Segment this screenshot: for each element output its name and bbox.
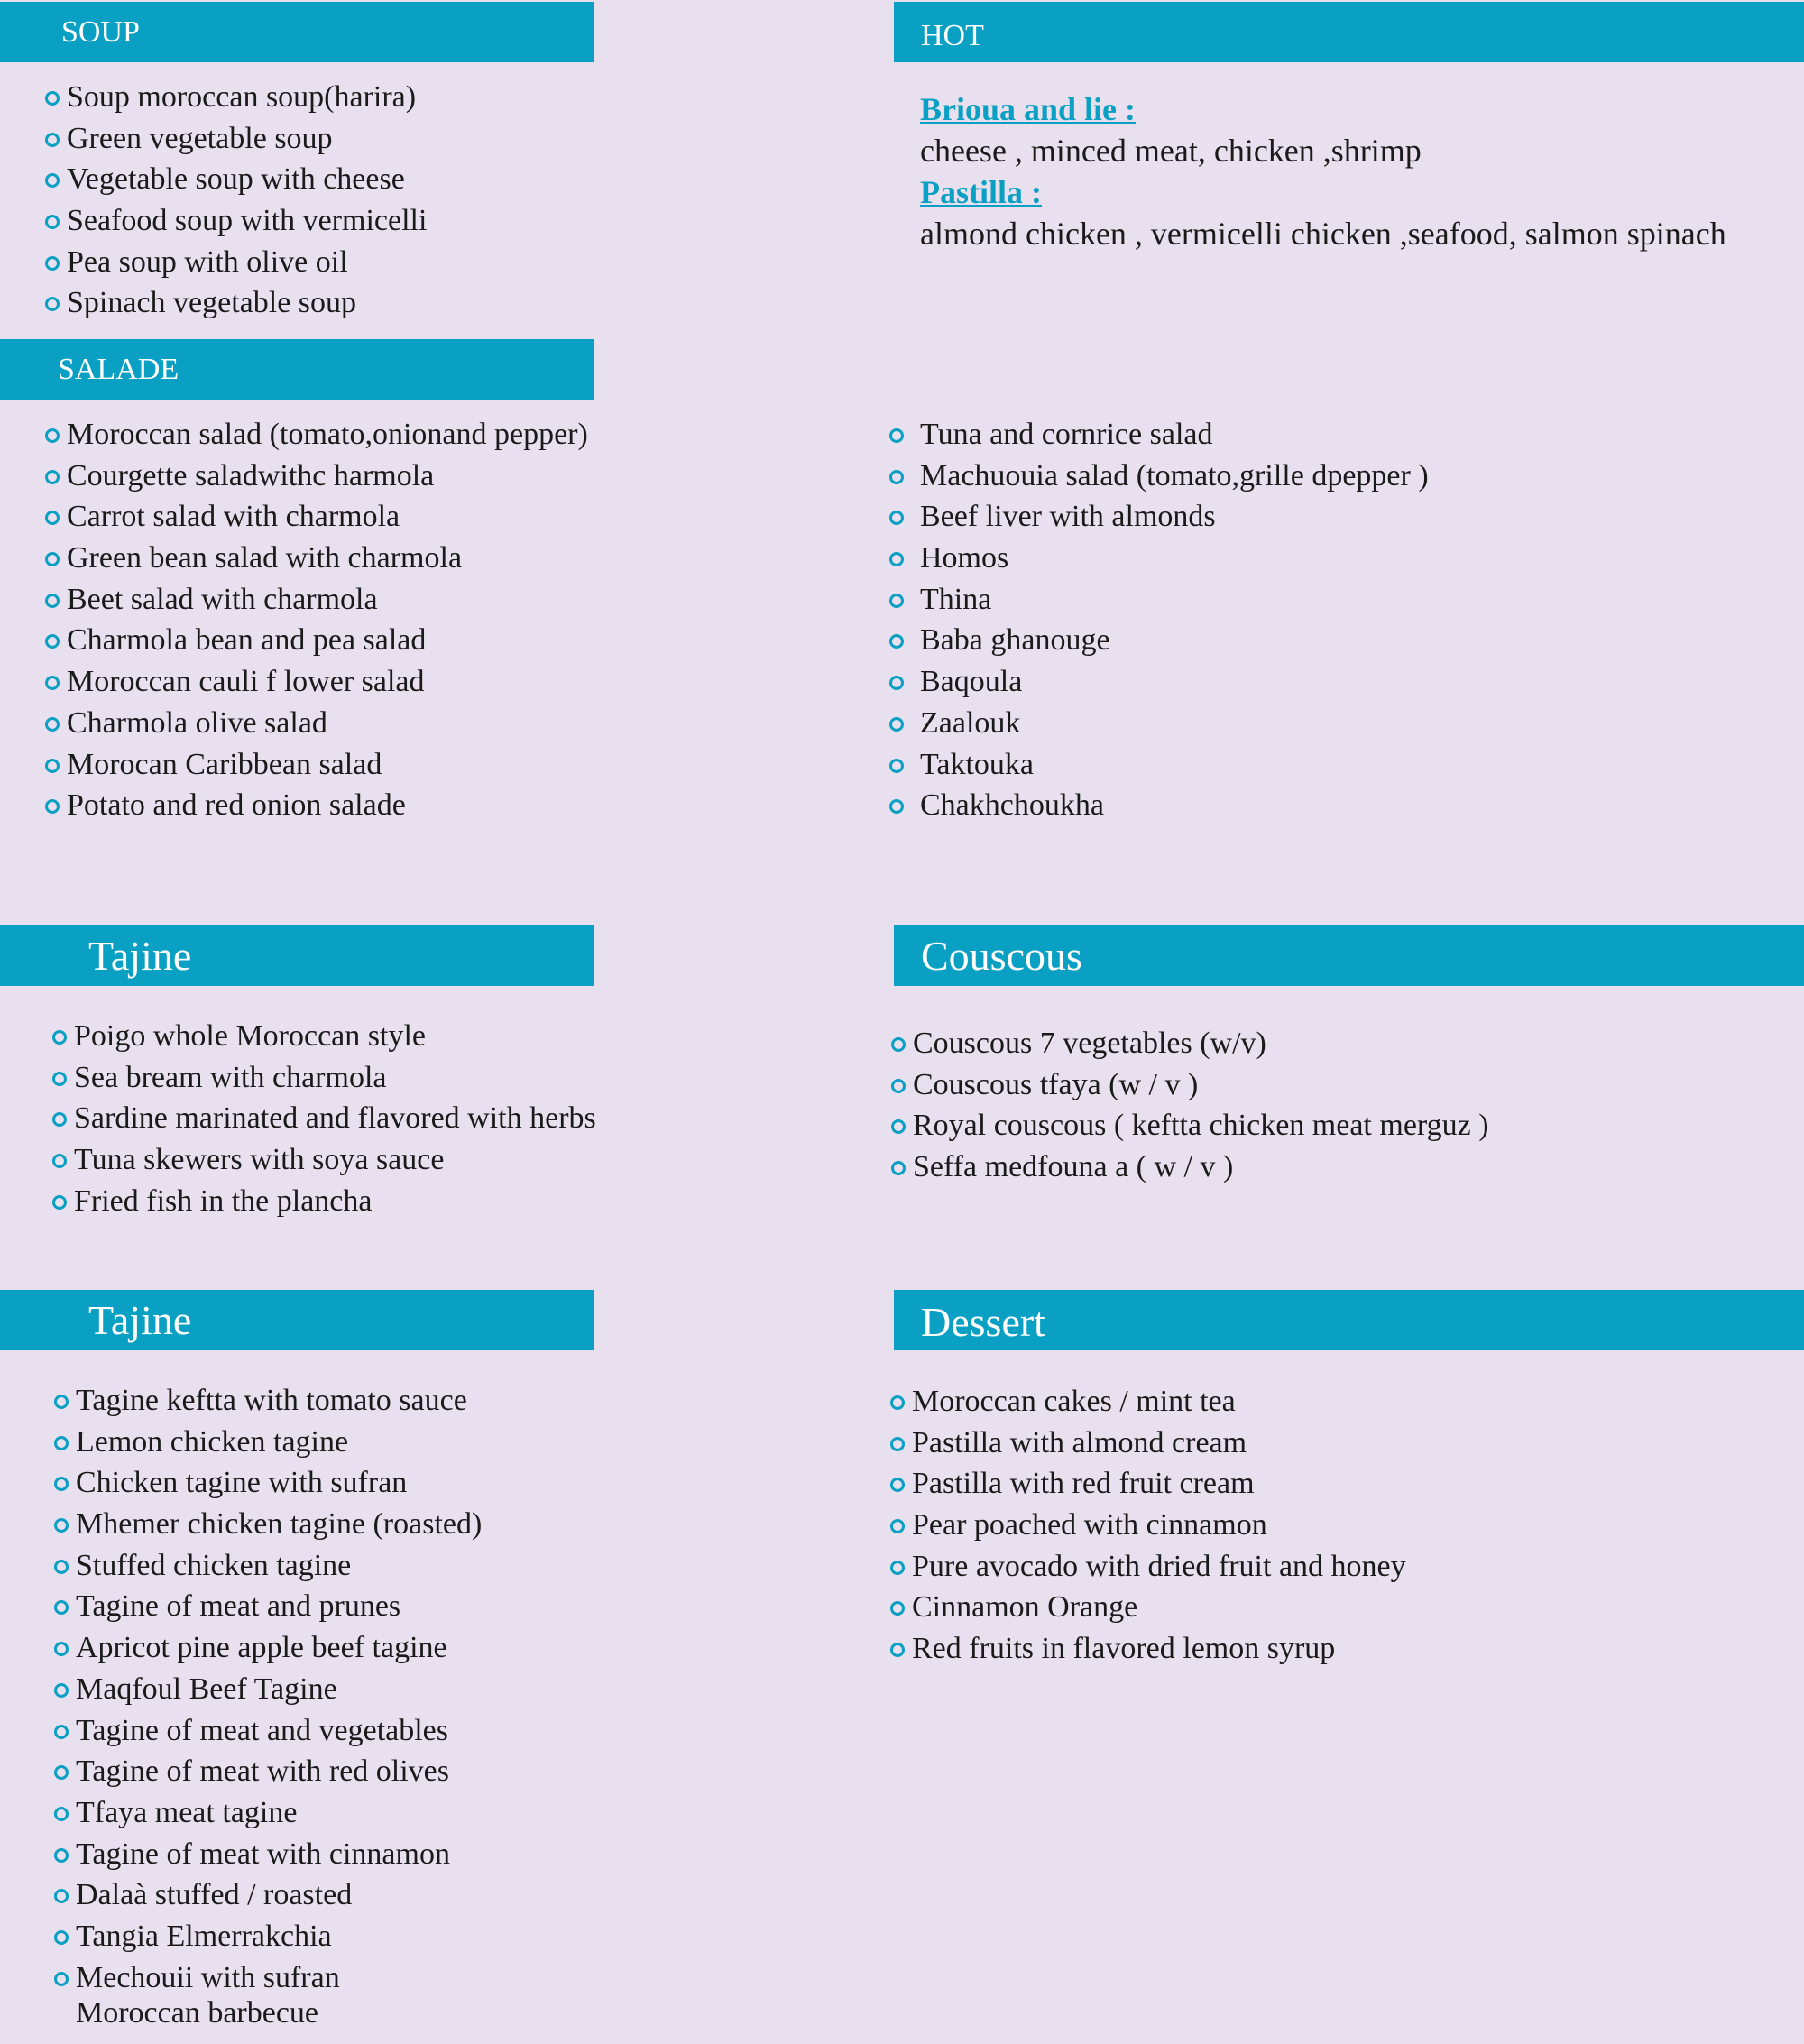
bullet-icon: [52, 1030, 67, 1045]
bullet-icon: [52, 1154, 67, 1168]
list-item: Tuna and cornrice salad: [920, 414, 1429, 456]
list-item: Pastilla with red fruit cream: [912, 1463, 1406, 1505]
bullet-icon: [45, 717, 60, 732]
bullet-icon: [45, 428, 60, 443]
bullet-icon: [890, 1478, 905, 1492]
soup-header-bar: [0, 2, 594, 62]
bullet-icon: [889, 594, 904, 608]
bullet-icon: [890, 1395, 905, 1410]
bullet-icon: [890, 1601, 905, 1616]
list-item: Cinnamon Orange: [912, 1587, 1406, 1628]
bullet-icon: [891, 1079, 906, 1093]
bullet-icon: [45, 256, 60, 271]
bullet-icon: [890, 1643, 905, 1657]
bullet-icon: [45, 470, 60, 484]
bullet-icon: [45, 799, 60, 814]
list-item: Homos: [920, 538, 1429, 579]
list-item: Spinach vegetable soup: [67, 282, 427, 324]
list-item: Tuna skewers with soya sauce: [74, 1139, 596, 1181]
list-item: Carrot salad with charmola: [67, 496, 588, 538]
list-item: Mhemer chicken tagine (roasted): [76, 1504, 482, 1545]
dessert-title: Dessert: [921, 1299, 1045, 1345]
list-item: Green bean salad with charmola: [67, 538, 588, 579]
list-item: Pastilla with almond cream: [912, 1423, 1406, 1464]
list-item: Beet salad with charmola: [67, 579, 588, 621]
bullet-icon: [889, 799, 904, 814]
list-item: Lemon chicken tagine: [76, 1422, 482, 1463]
brioua-heading: Brioua and lie :: [920, 91, 1137, 127]
bullet-icon: [54, 1436, 69, 1450]
list-item: Machuouia salad (tomato,grille dpepper ): [920, 456, 1429, 497]
dessert-header-bar: [894, 1290, 1804, 1350]
bullet-icon: [45, 91, 60, 106]
list-item: Mechouii with sufran: [76, 1957, 482, 1999]
list-item: Baba ghanouge: [920, 620, 1429, 661]
list-item: Pure avocado with dried fruit and honey: [912, 1546, 1406, 1588]
bullet-icon: [889, 470, 904, 484]
bullet-icon: [889, 634, 904, 649]
list-item: Couscous tfaya (w / v ): [913, 1064, 1489, 1106]
dessert-list: [912, 1381, 1406, 1670]
hot-title: HOT: [921, 19, 984, 52]
couscous-header-bar: [894, 925, 1804, 986]
list-item: Zaalouk: [920, 703, 1429, 744]
soup-list: [67, 77, 427, 324]
list-item: Morocan Caribbean salad: [67, 744, 588, 786]
list-item: Thina: [920, 579, 1429, 621]
list-item: Stuffed chicken tagine: [76, 1545, 482, 1587]
list-item: Maqfoul Beef Tagine: [76, 1669, 482, 1710]
bullet-icon: [45, 759, 60, 773]
bullet-icon: [52, 1195, 67, 1210]
list-item: Potato and red onion salade: [67, 785, 588, 826]
bullet-icon: [54, 1477, 69, 1491]
list-item: Tfaya meat tagine: [76, 1792, 482, 1834]
bullet-icon: [52, 1112, 67, 1127]
salade-left-list: [67, 414, 588, 826]
list-item: Tagine of meat and vegetables: [76, 1710, 482, 1752]
bullet-icon: [54, 1930, 69, 1945]
list-item: Green vegetable soup: [67, 118, 427, 160]
list-item: Taktouka: [920, 744, 1429, 786]
bullet-icon: [54, 1972, 69, 1986]
list-item: Sardine marinated and flavored with herbs: [74, 1098, 596, 1139]
tajine-meat-continuation: Moroccan barbecue: [76, 1996, 319, 2030]
pastilla-heading: Pastilla :: [920, 174, 1042, 210]
list-item: Fried fish in the plancha: [74, 1181, 596, 1222]
list-item: Tagine of meat with cinnamon: [76, 1834, 482, 1875]
list-item: Chicken tagine with sufran: [76, 1462, 482, 1504]
bullet-icon: [54, 1600, 69, 1615]
list-item: Beef liver with almonds: [920, 496, 1429, 538]
list-item: Seafood soup with vermicelli: [67, 200, 427, 242]
list-item: Charmola bean and pea salad: [67, 620, 588, 661]
tajine-meat-header-bar: [0, 1290, 594, 1350]
bullet-icon: [45, 173, 60, 188]
salade-right-list: [920, 414, 1429, 826]
soup-title: SOUP: [61, 15, 140, 49]
list-item: Poigo whole Moroccan style: [74, 1016, 596, 1057]
list-item: Moroccan salad (tomato,onionand pepper): [67, 414, 588, 456]
salade-title: SALADE: [58, 353, 179, 386]
bullet-icon: [54, 1807, 69, 1821]
list-item: Royal couscous ( keftta chicken meat merguz ): [913, 1105, 1489, 1146]
bullet-icon: [54, 1848, 69, 1863]
list-item: Pea soup with olive oil: [67, 242, 427, 283]
list-item: Moroccan cakes / mint tea: [912, 1381, 1406, 1423]
bullet-icon: [45, 594, 60, 608]
bullet-icon: [45, 676, 60, 690]
list-item: Tagine of meat with red olives: [76, 1751, 482, 1792]
tajine-fish-list: [74, 1016, 596, 1221]
list-item: Tagine keftta with tomato sauce: [76, 1380, 482, 1422]
bullet-icon: [891, 1037, 906, 1052]
bullet-icon: [52, 1072, 67, 1086]
couscous-list: [913, 1023, 1489, 1188]
bullet-icon: [891, 1119, 906, 1134]
list-item: Sea bream with charmola: [74, 1057, 596, 1099]
list-item: Seffa medfouna a ( w / v ): [913, 1146, 1489, 1188]
list-item: Couscous 7 vegetables (w/v): [913, 1023, 1489, 1064]
bullet-icon: [889, 717, 904, 732]
bullet-icon: [890, 1519, 905, 1533]
bullet-icon: [54, 1642, 69, 1656]
bullet-icon: [45, 552, 60, 566]
couscous-title: Couscous: [921, 933, 1082, 979]
list-item: Pear poached with cinnamon: [912, 1505, 1406, 1546]
list-item: Moroccan cauli f lower salad: [67, 661, 588, 703]
bullet-icon: [45, 297, 60, 311]
bullet-icon: [890, 1561, 905, 1575]
list-item: Vegetable soup with cheese: [67, 159, 427, 200]
list-item: Chakhchoukha: [920, 785, 1429, 826]
brioua-text: cheese , minced meat, chicken ,shrimp: [920, 133, 1422, 169]
list-item: Dalaà stuffed / roasted: [76, 1874, 482, 1916]
salade-header-bar: [0, 339, 594, 400]
list-item: Baqoula: [920, 661, 1429, 703]
list-item: Soup moroccan soup(harira): [67, 77, 427, 118]
bullet-icon: [889, 759, 904, 773]
tajine-fish-title: Tajine: [88, 933, 192, 979]
pastilla-text: almond chicken , vermicelli chicken ,seafood, salmon spinach: [920, 216, 1726, 252]
bullet-icon: [54, 1395, 69, 1409]
bullet-icon: [891, 1161, 906, 1175]
bullet-icon: [54, 1683, 69, 1698]
list-item: Courgette saladwithc harmola: [67, 456, 588, 497]
bullet-icon: [889, 428, 904, 443]
bullet-icon: [45, 133, 60, 147]
bullet-icon: [890, 1437, 905, 1451]
bullet-icon: [889, 511, 904, 525]
bullet-icon: [54, 1560, 69, 1574]
bullet-icon: [45, 215, 60, 229]
bullet-icon: [889, 552, 904, 566]
list-item: Tangia Elmerrakchia: [76, 1916, 482, 1957]
tajine-meat-list: [76, 1380, 482, 1998]
bullet-icon: [54, 1889, 69, 1903]
bullet-icon: [45, 634, 60, 649]
hot-header-bar: [894, 2, 1804, 62]
list-item: Tagine of meat and prunes: [76, 1586, 482, 1627]
bullet-icon: [54, 1518, 69, 1533]
bullet-icon: [889, 676, 904, 690]
list-item: Red fruits in flavored lemon syrup: [912, 1628, 1406, 1670]
bullet-icon: [45, 511, 60, 525]
list-item: Charmola olive salad: [67, 703, 588, 744]
tajine-fish-header-bar: [0, 925, 594, 986]
tajine-meat-title: Tajine: [88, 1297, 192, 1343]
bullet-icon: [54, 1765, 69, 1780]
list-item: Apricot pine apple beef tagine: [76, 1627, 482, 1669]
bullet-icon: [54, 1725, 69, 1739]
